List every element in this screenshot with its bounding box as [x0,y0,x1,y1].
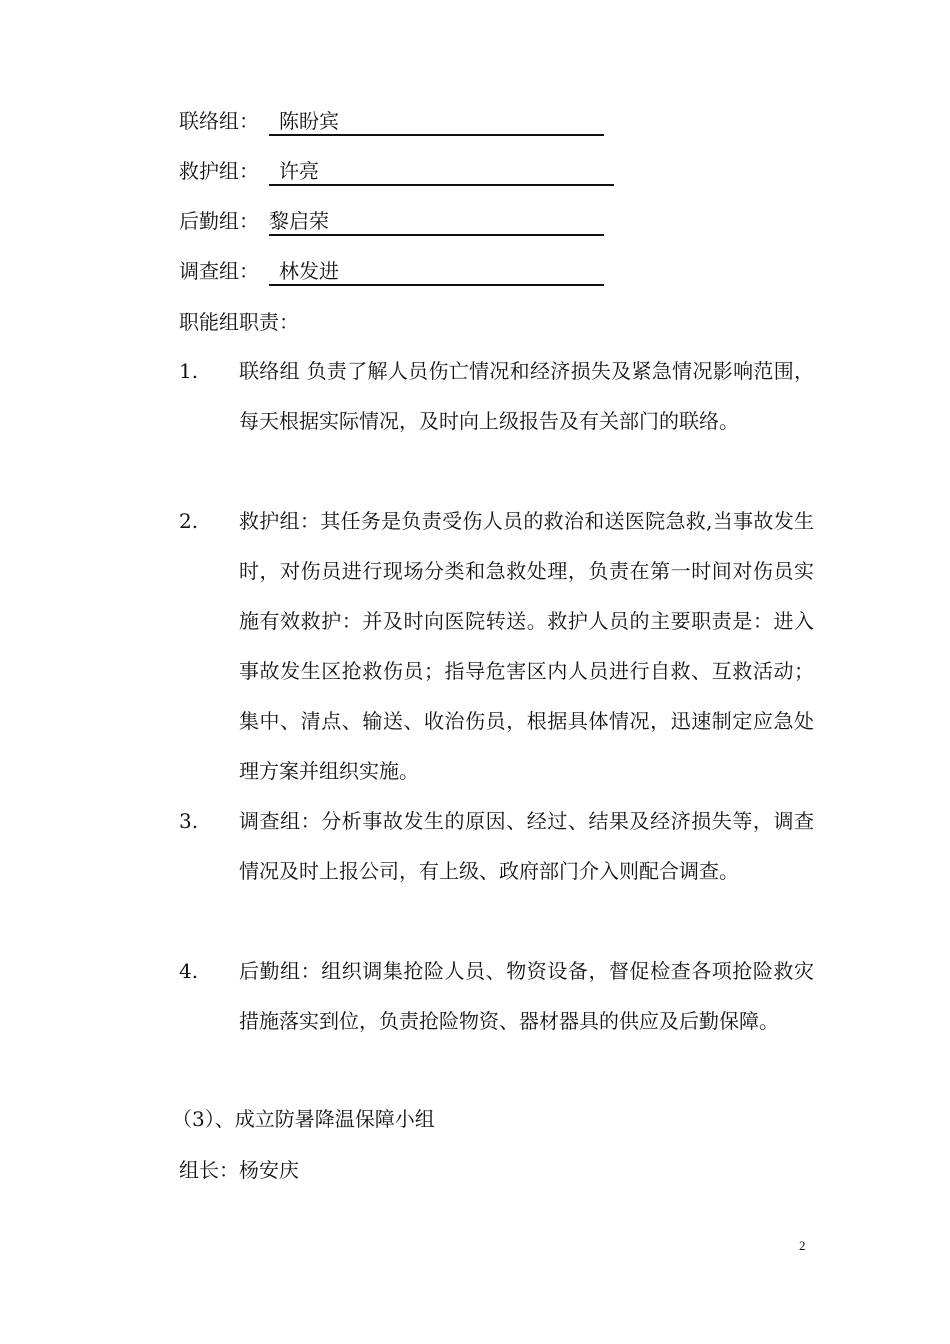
duty-text-1: 联络组 负责了解人员伤亡情况和经济损失及紧急情况影响范围，每天根据实际情况，及时向上级报告及有关部门的联络。 [239,359,814,433]
duties-heading: 职能组职责： [179,310,299,334]
duty-text-4: 后勤组：组织调集抢险人员、物资设备，督促检查各项抢险救灾措施落实到位，负责抢险物资、器材器具的供应及后勤保障。 [239,959,814,1033]
logistics-group-value: 黎启荣 [269,206,604,236]
section-heading: （3）、成立防暑降温保障小组 [172,1107,435,1131]
liaison-group-label: 联络组： [179,109,259,133]
liaison-group-row [179,106,339,138]
duty-text-3: 调查组：分析事故发生的原因、经过、结果及经济损失等，调查情况及时上报公司，有上级、政府部门介入则配合调查。 [239,809,814,883]
logistics-group-row [179,206,329,238]
investigation-group-value: 林发进 [269,256,604,286]
rescue-group-label: 救护组： [179,159,259,183]
logistics-group-label: 后勤组： [179,209,259,233]
investigation-group-row [179,256,339,288]
rescue-group-row [179,156,319,188]
duty-number-3: 3. [179,809,199,833]
duty-number-4: 4. [179,959,199,983]
page-number: 2 [799,1238,806,1253]
rescue-group-value: 许亮 [269,156,614,186]
leader-line: 组长：杨安庆 [179,1158,299,1182]
duty-number-1: 1. [179,359,199,383]
investigation-group-label: 调查组： [179,259,259,283]
duty-number-2: 2. [179,509,199,533]
liaison-group-value: 陈盼宾 [269,106,604,136]
duty-text-2: 救护组：其任务是负责受伤人员的救治和送医院急救,当事故发生时，对伤员进行现场分类和急救处理，负责在第一时间对伤员实施有效救护：并及时向医院转送。救护人员的主要职责是：进入事故发生区抢救伤员；指导危害区内人员进行自救、互救活动；集中、清点、输送、收治伤员，根据具体情况，迅速制定应急处理方案并组织实施。 [239,509,814,783]
